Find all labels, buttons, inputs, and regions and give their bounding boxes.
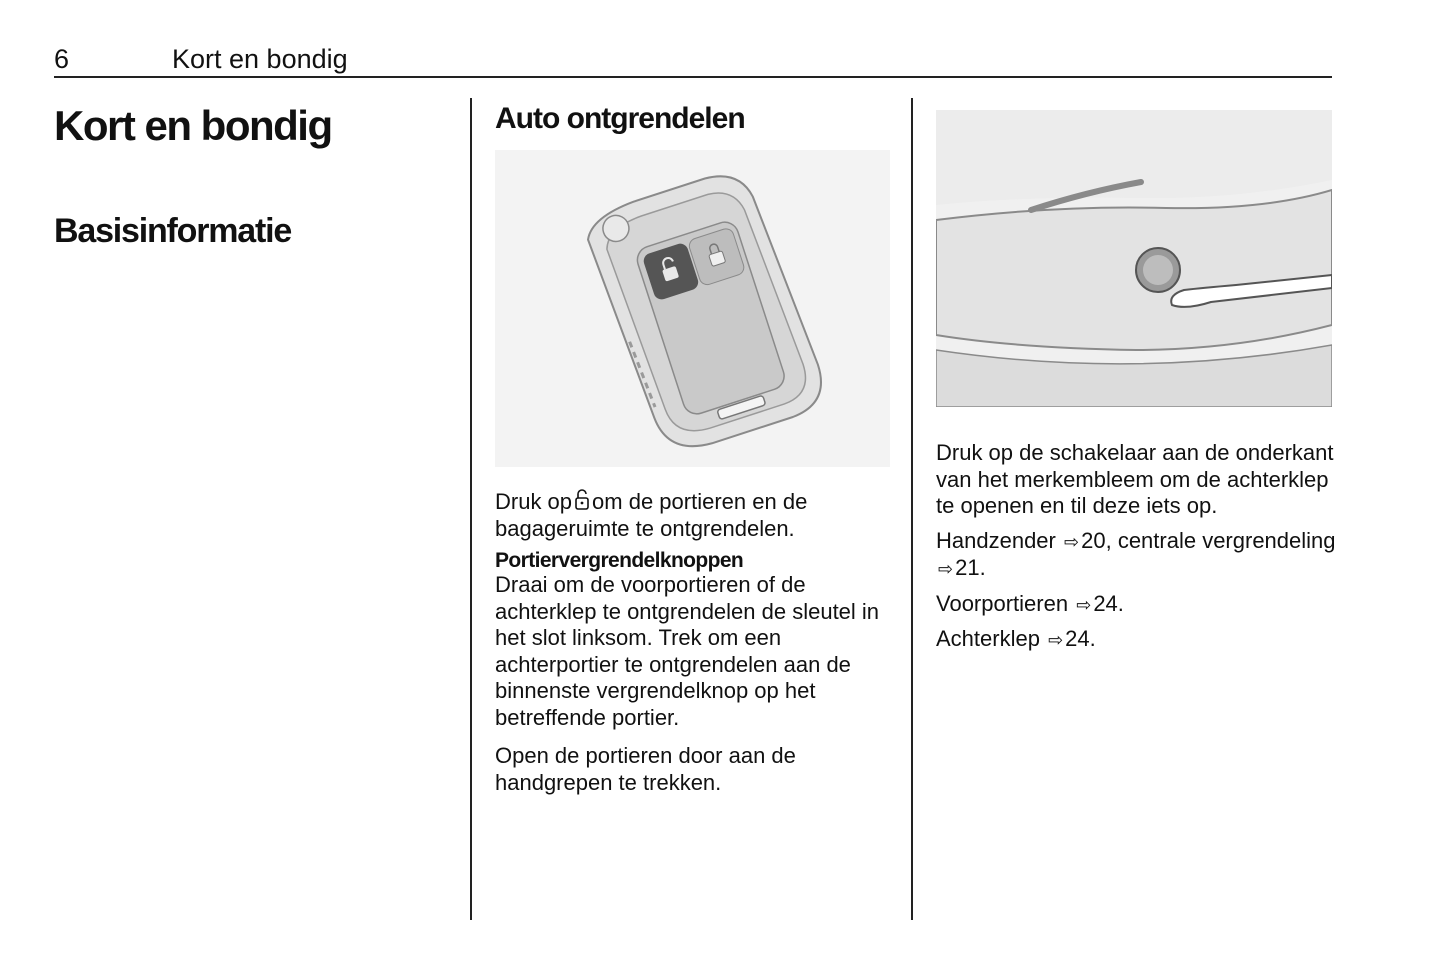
cross-reference-tailgate: Achterklep ⇨24. xyxy=(936,626,1096,651)
column-divider xyxy=(470,98,472,920)
ref-label: centrale vergrendeling xyxy=(1117,527,1336,553)
page-ref-arrow-icon: ⇨ xyxy=(1076,594,1092,615)
tailgate-instruction: Druk op de schakelaar aan de onderkant van het merkembleem om de achterklep te openen en til deze iets op. xyxy=(936,440,1334,518)
page-header xyxy=(54,44,1332,78)
ref-label: Achterklep xyxy=(936,626,1040,651)
ref-page[interactable]: 20 xyxy=(1081,527,1106,553)
tailgate-illustration xyxy=(936,110,1332,407)
page-ref-arrow-icon: ⇨ xyxy=(938,559,954,579)
section-heading: Auto ontgrendelen xyxy=(495,102,745,135)
cross-reference-remote: Handzender ⇨20, centrale vergrendeling ⇨21. xyxy=(936,527,1336,580)
column-divider xyxy=(911,98,913,920)
subsection-heading: Portiervergrendelknoppen xyxy=(495,549,744,572)
unlock-icon xyxy=(574,489,590,511)
section-title: Basisinformatie xyxy=(54,212,292,250)
ref-page[interactable]: 21 xyxy=(955,555,980,580)
unlock-instruction xyxy=(495,489,895,542)
ref-label: Voorportieren xyxy=(936,590,1069,616)
lock-knob-text: Draai om de voorportieren of de achterklep te ontgrendelen de sleutel in het slot linksom. Trek om een achterportier te ontgrendelen aan de binnenste vergrendelknop op het betreffende portier. xyxy=(495,572,880,730)
instruction-text-end: om de portieren en de bagageruimte te ontgrendelen. xyxy=(495,489,808,541)
ref-page[interactable]: 24 xyxy=(1065,626,1090,651)
page-ref-arrow-icon: ⇨ xyxy=(1064,531,1080,552)
chapter-title: Kort en bondig xyxy=(54,102,332,149)
cross-reference-front-doors: Voorportieren ⇨24. xyxy=(936,590,1124,616)
ref-page[interactable]: 24 xyxy=(1093,590,1118,616)
running-title: Kort en bondig xyxy=(172,44,348,74)
page-number: 6 xyxy=(54,44,70,74)
column-left xyxy=(54,98,454,251)
key-fob-illustration xyxy=(495,150,890,467)
page-ref-arrow-icon: ⇨ xyxy=(1048,630,1064,650)
column-right xyxy=(936,98,1336,654)
instruction-text-start: Druk op xyxy=(495,489,573,514)
ref-label: Handzender xyxy=(936,527,1056,553)
door-handle-text: Open de portieren door aan de handgrepen te trekken. xyxy=(495,743,796,795)
column-middle xyxy=(495,98,895,796)
